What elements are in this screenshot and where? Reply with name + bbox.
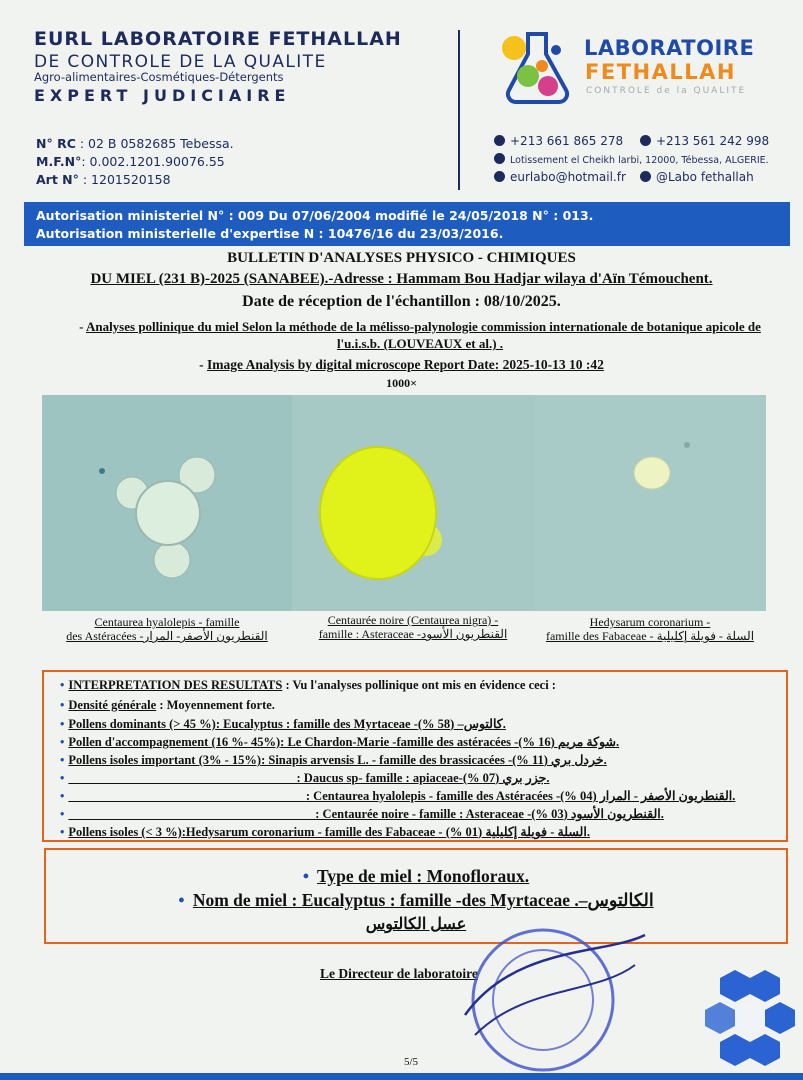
bulletin-title: BULLETIN D'ANALYSES PHYSICO - CHIMIQUES [227, 250, 576, 266]
honey-name-arabic: عسل الكالتوس [365, 916, 467, 933]
flask-logo-icon [494, 26, 578, 110]
logo-name-line2: FETHALLAH [585, 60, 736, 84]
logo-name-line1: LABORATOIRE [584, 36, 755, 60]
company-expert: EXPERT JUDICIAIRE [34, 86, 291, 105]
location-icon [494, 153, 505, 164]
interpretation-row-isolated-important: • Pollens isoles important (3% - 15%): Sinapis arvensis L. - famille des brassicacées -خردل بري (11 %). [60, 753, 607, 767]
interpretation-heading: • INTERPRETATION DES RESULTATS : Vu l'analyses pollinique ont mis en évidence ceci : [60, 678, 556, 692]
reception-date: Date de réception de l'échantillon : 08/10/2025. [242, 293, 561, 310]
bottom-band [0, 1073, 803, 1080]
bullet-icon: • [60, 678, 65, 692]
address: Lotissement el Cheikh larbi, 12000, Tébessa, ALGERIE. [494, 153, 769, 166]
caption-centaurea-nigra: Centaurée noire (Centaurea nigra) - famille : Asteraceae -القنطريون الأسود [318, 613, 508, 641]
interpretation-row-accompanying: • Pollen d'accompagnement (16 %- 45%): Le Chardon-Marie -famille des astéracées -شوكة مريم (16 %). [60, 735, 620, 749]
art-line: Art N° : 1201520158 [36, 172, 171, 187]
phone-icon [494, 135, 505, 146]
analysis-method: - Analyses pollinique du miel Selon la méthode de la mélisso-palynologie commission internationale de botanique apicole de l'u.i.s.b. (LOUVEAUX et al.) . [79, 319, 761, 351]
facebook: @Labo fethallah [640, 170, 754, 184]
company-subtitle: DE CONTROLE DE LA QUALITE [34, 52, 327, 72]
honey-type: • Type de miel : Monofloraux. [302, 866, 530, 886]
micrograph-centaurea-hyalolepis [42, 395, 292, 611]
whatsapp-icon [640, 135, 651, 146]
company-sectors: Agro-alimentaires-Cosmétiques-Détergents [34, 70, 284, 84]
lab-stamp [455, 925, 655, 1075]
interpretation-row-centaurea-hyalolepis: • : Centaurea hyalolepis - famille des Astéracées -القنطريون الأصفر - المرار (04 %). [60, 789, 736, 803]
email-icon [494, 171, 505, 182]
authorization-line-2: Autorisation ministerielle d'expertise N : 10476/16 du 23/03/2016. [36, 226, 504, 241]
interpretation-row-daucus: • : Daucus sp- famille : apiaceae-جزر بري (07 %). [60, 771, 550, 785]
micrograph-centaurea-nigra [292, 395, 534, 611]
company-name: EURL LABORATOIRE FETHALLAH [34, 28, 402, 50]
sample-line: DU MIEL (231 B)-2025 (SANABEE).-Adresse : Hammam Bou Hadjar wilaya d'Aïn Témouchent. [90, 271, 713, 287]
magnification: 1000× [386, 376, 417, 390]
caption-centaurea-hyalolepis: Centaurea hyalolepis - famille des Astéracées -القنطريون الأصفر- المرار [66, 615, 268, 643]
micrograph-hedysarum-coronarium [534, 395, 766, 611]
header-divider [458, 30, 460, 190]
analysis-report-date: - Image Analysis by digital microscope Report Date: 2025-10-13 10 :42 [199, 357, 604, 372]
phone-1: +213 661 865 278 [494, 134, 623, 148]
interpretation-row-dominant: • Pollens dominants (> 45 %): Eucalyptus : famille des Myrtaceae -كالتوس– (58 %). [60, 717, 506, 731]
email: eurlabo@hotmail.fr [494, 170, 626, 184]
interpretation-row-centaurea-nigra: • : Centaurée noire - famille : Asteraceae -القنطريون الأسود (03 %). [60, 807, 664, 821]
interpretation-row-isolated: • Pollens isoles (< 3 %):Hedysarum coronarium - famille des Fabaceae - السلة - فويلة إكليلية (01 %). [60, 825, 590, 839]
interpretation-row-density: • Densité générale : Moyennement forte. [60, 698, 275, 712]
caption-hedysarum: Hedysarum coronarium - famille des Fabaceae - السلة - فويلة إكليلية [545, 615, 755, 643]
result-box [44, 848, 788, 944]
director-signature-label: Le Directeur de laboratoire [320, 966, 478, 981]
mf-line: M.F.N°: 0.002.1201.90076.55 [36, 154, 225, 169]
hexagon-decoration-icon [700, 965, 795, 1070]
rc-line: N° RC : 02 B 0582685 Tebessa. [36, 136, 234, 151]
interpretation-box [42, 670, 788, 842]
facebook-icon [640, 171, 651, 182]
honey-name: • Nom de miel : Eucalyptus : famille -des Myrtaceae .–الكالتوس [178, 890, 654, 910]
page-number: 5/5 [404, 1056, 419, 1068]
phone-2: +213 561 242 998 [640, 134, 769, 148]
logo-subtitle: CONTROLE de la QUALITE [586, 86, 747, 96]
authorization-line-1: Autorisation ministeriel N° : 009 Du 07/06/2004 modifié le 24/05/2018 N° : 013. [36, 208, 594, 223]
